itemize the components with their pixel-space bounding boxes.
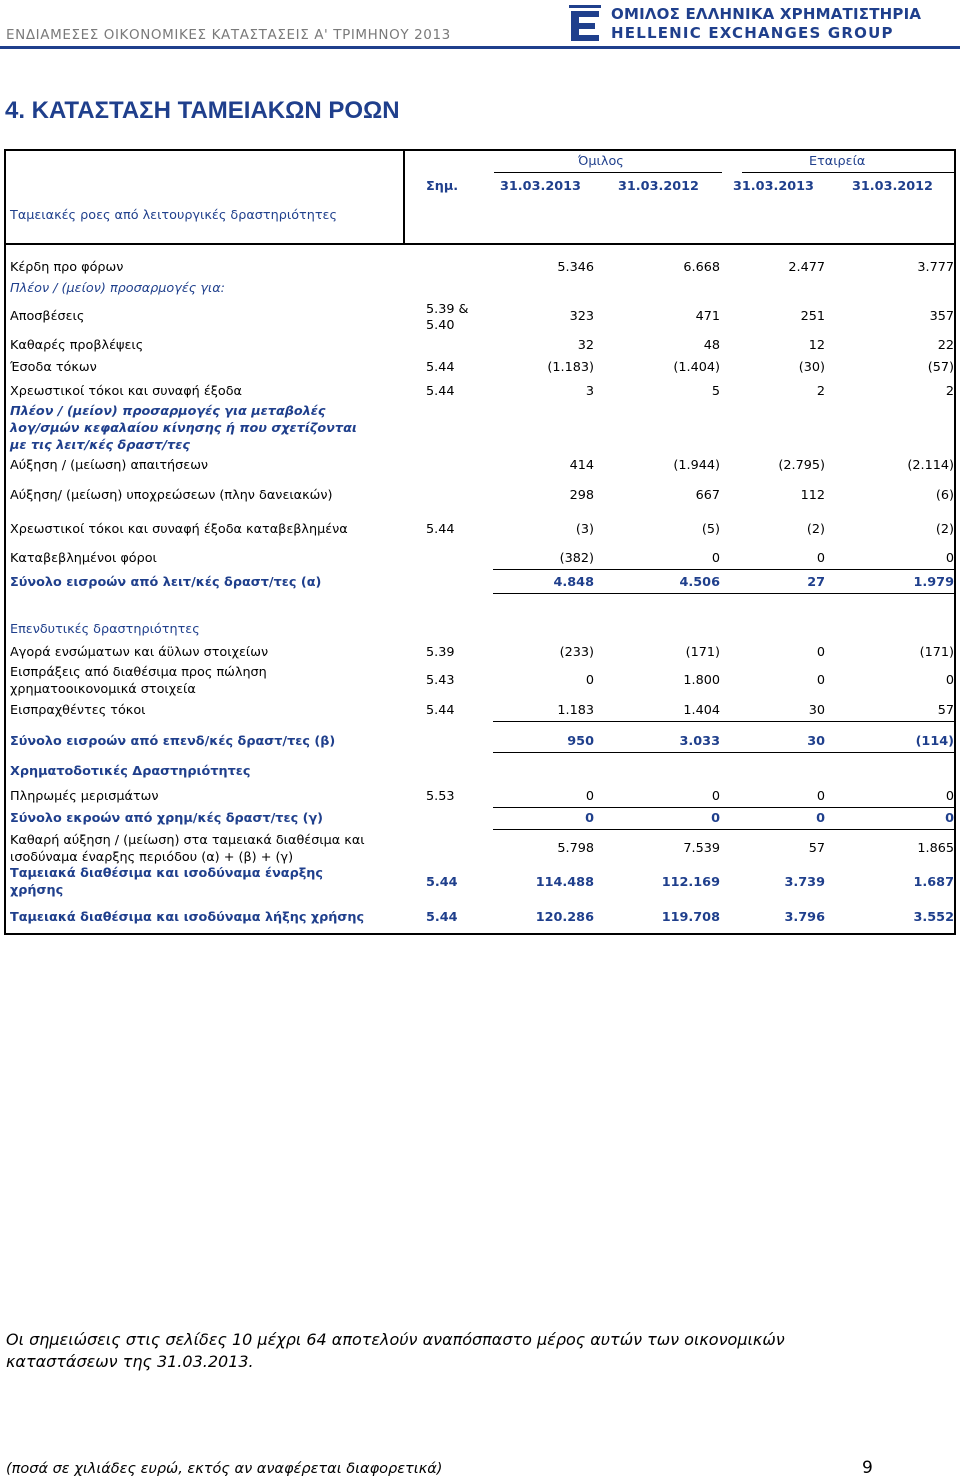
date-header: 31.03.2013: [733, 179, 814, 194]
header-row-divider: [6, 243, 954, 245]
subtotal-rule: [493, 807, 954, 808]
cell-value: (6): [935, 488, 954, 503]
footer-note: Οι σημειώσεις στις σελίδες 10 μέχρι 64 αποτελούν αναπόσπαστο μέρος αυτών των οικονομικών καταστάσεων της 31.03.2013.: [6, 1330, 785, 1371]
cell-value: 0: [945, 811, 954, 826]
section-heading-financing: Χρηματοδοτικές Δραστηριότητες: [10, 764, 251, 779]
cell-value: (1.404): [673, 360, 720, 375]
cell-value: 7.539: [683, 841, 720, 856]
cell-value: 114.488: [535, 875, 594, 890]
cell-value: 0: [945, 551, 954, 566]
row-label: Πλέον / (μείον) προσαρμογές για μεταβολές: [10, 404, 326, 419]
header-column-divider: [403, 151, 405, 243]
row-label: Εισπράξεις από διαθέσιμα προς πώληση: [10, 665, 267, 680]
cell-value: (2): [806, 522, 825, 537]
header-divider: [0, 46, 960, 49]
logo-text-english: HELLENIC EXCHANGES GROUP: [611, 24, 894, 42]
cell-value: (2.795): [778, 458, 825, 473]
logo-text-greek: ΟΜΙΛΟΣ ΕΛΛΗΝΙΚΑ ΧΡΗΜΑΤΙΣΤΗΡΙΑ: [611, 5, 922, 23]
company-header-rule: [742, 172, 954, 173]
row-label: Χρεωστικοί τόκοι και συναφή έξοδα καταβεβλημένα: [10, 522, 348, 537]
cell-value: 4.506: [679, 575, 720, 590]
cell-value: (233): [559, 645, 594, 660]
cell-value: 950: [567, 734, 594, 749]
section-title: 4. ΚΑΤΑΣΤΑΣΗ ΤΑΜΕΙΑΚΩΝ ΡΟΩΝ: [5, 97, 400, 124]
cell-value: (1.183): [547, 360, 594, 375]
row-label: Καθαρές προβλέψεις: [10, 338, 144, 353]
cell-value: 112: [800, 488, 825, 503]
note-ref: 5.44: [426, 910, 458, 925]
cell-value: 5.798: [557, 841, 594, 856]
row-label: Πληρωμές μερισμάτων: [10, 789, 159, 804]
row-label: Αποσβέσεις: [10, 309, 85, 324]
cell-value: 0: [945, 673, 954, 688]
cell-value: 1.979: [913, 575, 954, 590]
company-column-header: Εταιρεία: [809, 154, 866, 169]
note-ref: 5.39: [426, 645, 455, 660]
row-label: Ταμειακά διαθέσιμα και ισοδύναμα λήξης χρήσης: [10, 910, 365, 925]
note-ref: 5.44: [426, 522, 455, 537]
cell-value: 112.169: [661, 875, 720, 890]
cell-value: 48: [703, 338, 720, 353]
note-ref: 5.44: [426, 384, 455, 399]
row-label: Καταβεβλημένοι φόροι: [10, 551, 157, 566]
cell-value: 3.777: [917, 260, 954, 275]
cell-value: 1.687: [913, 875, 954, 890]
cell-value: 0: [711, 551, 720, 566]
cell-value: 0: [585, 789, 594, 804]
cell-value: (171): [685, 645, 720, 660]
cell-value: (114): [915, 734, 954, 749]
cell-value: (30): [798, 360, 825, 375]
note-ref: 5.43: [426, 673, 455, 688]
cell-value: (1.944): [673, 458, 720, 473]
cell-value: 0: [585, 811, 594, 826]
total-rule: [493, 829, 954, 830]
cell-value: 414: [569, 458, 594, 473]
row-label: Πλέον / (μείον) προσαρμογές για:: [10, 281, 225, 296]
row-label: ισοδύναμα έναρξης περιόδου (α) + (β) + (γ): [10, 850, 294, 865]
cell-value: 0: [816, 551, 825, 566]
section-heading-operating: Ταμειακές ροες από λειτουργικές δραστηριότητες: [10, 208, 337, 223]
cell-value: 357: [929, 309, 954, 324]
note-ref: 5.40: [426, 318, 455, 333]
cell-value: 0: [816, 789, 825, 804]
cell-value: 3.552: [913, 910, 954, 925]
cell-value: 0: [816, 645, 825, 660]
cell-value: 30: [808, 703, 825, 718]
cell-value: 30: [807, 734, 825, 749]
cell-value: (2.114): [907, 458, 954, 473]
cell-value: 667: [695, 488, 720, 503]
row-label: Χρεωστικοί τόκοι και συναφή έξοδα: [10, 384, 242, 399]
cell-value: 0: [711, 811, 720, 826]
cell-value: 0: [816, 673, 825, 688]
cell-value: 22: [937, 338, 954, 353]
section-heading-investing: Επενδυτικές δραστηριότητες: [10, 622, 200, 637]
cell-value: (57): [927, 360, 954, 375]
cell-value: 5.346: [557, 260, 594, 275]
cell-value: 3: [585, 384, 594, 399]
cell-value: 0: [816, 811, 825, 826]
row-label: Σύνολο εκροών από χρημ/κές δραστ/τες (γ): [10, 811, 324, 826]
logo-mark-icon: [565, 3, 605, 43]
cell-value: 119.708: [661, 910, 720, 925]
cell-value: 2: [945, 384, 954, 399]
date-header: 31.03.2012: [852, 179, 933, 194]
row-label: λογ/σμών κεφαλαίου κίνησης ή που σχετίζονται: [10, 421, 357, 436]
cell-value: 120.286: [535, 910, 594, 925]
cell-value: (171): [919, 645, 954, 660]
cell-value: 323: [569, 309, 594, 324]
cell-value: 12: [808, 338, 825, 353]
note-ref: 5.44: [426, 875, 458, 890]
row-label: Αύξηση/ (μείωση) υποχρεώσεων (πλην δανειακών): [10, 488, 333, 503]
row-label: Σύνολο εισροών από λειτ/κές δραστ/τες (α): [10, 575, 322, 590]
cell-value: 3.033: [679, 734, 720, 749]
cash-flow-table: [4, 149, 956, 935]
row-label: Σύνολο εισροών από επενδ/κές δραστ/τες (β): [10, 734, 336, 749]
date-header: 31.03.2013: [500, 179, 581, 194]
row-label: χρηματοοικονομικά στοιχεία: [10, 682, 196, 697]
cell-value: 2: [816, 384, 825, 399]
note-ref: 5.44: [426, 360, 455, 375]
note-ref: 5.44: [426, 703, 455, 718]
cell-value: (2): [935, 522, 954, 537]
note-ref: 5.53: [426, 789, 455, 804]
cell-value: 3.796: [784, 910, 825, 925]
cell-value: 6.668: [683, 260, 720, 275]
row-label: Εισπραχθέντες τόκοι: [10, 703, 146, 718]
cell-value: 32: [577, 338, 594, 353]
cell-value: 298: [569, 488, 594, 503]
document-title: ΕΝΔΙΑΜΕΣΕΣ ΟΙΚΟΝΟΜΙΚΕΣ ΚΑΤΑΣΤΑΣΕΙΣ Α' ΤΡΙΜΗΝΟΥ 2013: [6, 27, 451, 43]
row-label: Αύξηση / (μείωση) απαιτήσεων: [10, 458, 209, 473]
total-rule: [493, 593, 954, 594]
row-label: Αγορά ενσώματων και άϋλων στοιχείων: [10, 645, 269, 660]
row-label: Ταμειακά διαθέσιμα και ισοδύναμα έναρξης: [10, 866, 323, 881]
cell-value: 27: [807, 575, 825, 590]
note-ref: 5.39 &: [426, 302, 469, 317]
row-label: με τις λειτ/κές δραστ/τες: [10, 438, 190, 453]
page-number: 9: [862, 1458, 873, 1478]
cell-value: 57: [808, 841, 825, 856]
date-header: 31.03.2012: [618, 179, 699, 194]
cell-value: 4.848: [553, 575, 594, 590]
page-header: [0, 0, 960, 52]
row-label: Καθαρή αύξηση / (μείωση) στα ταμειακά διαθέσιμα και: [10, 833, 365, 848]
amounts-units-note: (ποσά σε χιλιάδες ευρώ, εκτός αν αναφέρεται διαφορετικά): [6, 1461, 443, 1477]
cell-value: 57: [937, 703, 954, 718]
group-column-header: Όμιλος: [578, 154, 624, 169]
cell-value: 5: [711, 384, 720, 399]
cell-value: 0: [711, 789, 720, 804]
cell-value: 1.800: [683, 673, 720, 688]
cell-value: 1.865: [917, 841, 954, 856]
subtotal-rule: [493, 721, 954, 722]
cell-value: 1.404: [683, 703, 720, 718]
cell-value: 0: [585, 673, 594, 688]
group-header-rule: [494, 172, 722, 173]
cell-value: 471: [695, 309, 720, 324]
cell-value: (5): [701, 522, 720, 537]
cell-value: 251: [800, 309, 825, 324]
cell-value: 0: [945, 789, 954, 804]
row-label: χρήσης: [10, 883, 64, 898]
company-logo: [565, 3, 957, 43]
row-label: Κέρδη προ φόρων: [10, 260, 124, 275]
total-rule: [493, 752, 954, 753]
cell-value: (382): [559, 551, 594, 566]
cell-value: 1.183: [557, 703, 594, 718]
cell-value: (3): [575, 522, 594, 537]
cell-value: 2.477: [788, 260, 825, 275]
subtotal-rule: [493, 569, 954, 570]
row-label: Έσοδα τόκων: [10, 360, 97, 375]
note-column-header: Σημ.: [426, 179, 459, 194]
cell-value: 3.739: [784, 875, 825, 890]
